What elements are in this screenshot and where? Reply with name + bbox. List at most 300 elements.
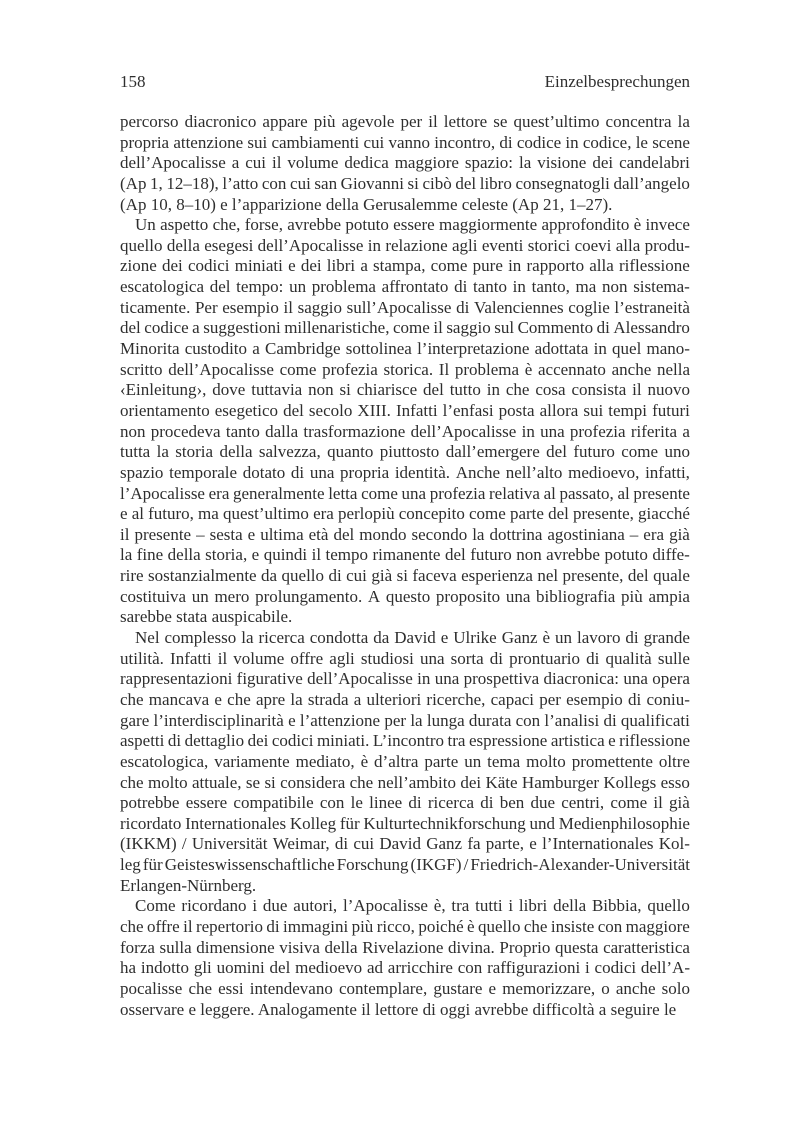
word: presente, <box>573 504 634 524</box>
word: saggio <box>297 297 342 317</box>
paragraph <box>120 896 690 1020</box>
word: Infatti <box>396 400 438 420</box>
word: storica. <box>383 359 434 379</box>
word: di <box>628 689 642 709</box>
word: futuro <box>470 545 512 565</box>
word: promettente <box>571 751 653 771</box>
word: ricordano <box>181 896 247 916</box>
text-line <box>120 587 690 608</box>
word: XIII. <box>357 400 391 420</box>
text-line <box>120 690 690 711</box>
word: miniati. <box>316 731 370 751</box>
word: Forschung <box>336 855 409 875</box>
word: è <box>360 751 369 771</box>
word: solo <box>661 978 690 998</box>
paragraph <box>120 215 690 628</box>
word: con <box>457 958 483 978</box>
word: strada <box>307 689 349 709</box>
word: forse, <box>244 215 283 235</box>
word: mano- <box>646 339 690 359</box>
word: piuttosto <box>379 442 440 462</box>
word: utilità. <box>120 648 164 668</box>
word: e <box>214 689 222 709</box>
word: Cambridge <box>265 339 341 359</box>
word: a <box>231 153 240 173</box>
word: e <box>247 524 256 544</box>
word: mediato, <box>295 751 355 771</box>
word: prontuario <box>509 648 580 668</box>
word: problema <box>311 277 376 297</box>
word: esperienza <box>461 566 533 586</box>
word: dottrina <box>489 524 543 544</box>
text-line <box>120 525 690 546</box>
word: sui <box>247 132 268 152</box>
word: temporale <box>169 462 238 482</box>
word: dimensione <box>196 937 275 957</box>
word: Valenciennes <box>473 297 564 317</box>
word: candelabri <box>619 153 690 173</box>
word: presente, <box>562 566 624 586</box>
word: agevole <box>341 112 395 131</box>
word: Ganz <box>426 834 463 854</box>
word: dove <box>212 380 246 400</box>
word: come <box>621 442 659 462</box>
text-line <box>120 958 690 979</box>
word: agli <box>329 648 355 668</box>
text-line <box>120 855 690 876</box>
word: Kollegs <box>603 772 657 792</box>
word: orientamento <box>120 400 210 420</box>
word: la <box>519 153 532 173</box>
text-line <box>120 133 690 154</box>
word: L’incontro <box>372 731 444 751</box>
running-head <box>120 71 690 92</box>
word: sistema- <box>633 277 690 297</box>
word: Kol- <box>658 834 690 854</box>
word: arricchire <box>387 958 453 978</box>
word: uno <box>664 442 690 462</box>
word: ben <box>499 793 525 813</box>
word: tutto <box>449 380 481 400</box>
word: maggiore <box>394 153 459 173</box>
word: dall’emergere <box>445 442 540 462</box>
word: Infatti <box>170 648 212 668</box>
word: più <box>313 112 336 131</box>
word: compatibile <box>233 793 314 813</box>
word: 1, <box>150 173 163 193</box>
word: pure <box>472 256 503 276</box>
word: rapporto <box>526 256 585 276</box>
word: ma <box>575 277 597 297</box>
word: mancava <box>148 689 210 709</box>
word: salvezza, <box>258 442 321 462</box>
text-line <box>120 566 690 587</box>
word: intendevano <box>249 978 333 998</box>
word: il <box>271 153 282 173</box>
word: potuto <box>345 215 389 235</box>
word: dell’Apocalisse <box>168 359 274 379</box>
word: Anche <box>455 462 501 482</box>
word: sulle <box>657 648 690 668</box>
text-line: osservare e leggere. Analogamente il lettore di oggi avrebbe difficoltà a seguire le <box>120 999 677 1019</box>
word: poiché <box>418 916 464 936</box>
word: quello <box>477 916 521 936</box>
word: avrebbe <box>287 215 342 235</box>
word: ricco, <box>376 916 415 936</box>
word: l’attenzione <box>299 710 381 730</box>
paragraph <box>120 628 690 896</box>
word: con <box>261 173 287 193</box>
word: della <box>324 937 358 957</box>
word: per <box>400 112 423 131</box>
word: proposito <box>435 586 501 606</box>
word: identità. <box>394 462 451 482</box>
word: percorso <box>120 112 179 131</box>
word: agostiniana <box>547 524 625 544</box>
word: in <box>521 421 535 441</box>
word: / <box>463 855 469 875</box>
word: perlopiù <box>337 504 395 524</box>
word: del <box>548 504 569 524</box>
word: Internationales <box>185 813 287 833</box>
word: i <box>252 896 258 916</box>
word: del <box>283 400 304 420</box>
word: del <box>209 277 231 297</box>
word: incontro, <box>434 132 496 152</box>
word: dotato <box>242 462 286 482</box>
word: in <box>367 235 381 255</box>
word: saggio <box>446 318 491 338</box>
paragraph <box>120 112 690 215</box>
word: ricerche, <box>426 689 486 709</box>
word: il <box>120 524 130 544</box>
word: codice <box>144 318 189 338</box>
word: problema <box>454 359 520 379</box>
text-line: (Ap 10, 8–10) e l’apparizione della Gerusalemme celeste (Ap 21, 1–27). <box>120 194 613 214</box>
word: ricerca <box>427 793 475 813</box>
text-line <box>120 896 690 917</box>
word: del <box>269 958 291 978</box>
word: molto <box>526 751 566 771</box>
word: di <box>480 793 494 813</box>
word: quello <box>281 566 325 586</box>
word: che <box>349 772 374 792</box>
word: relativa <box>489 483 540 503</box>
word: esso <box>660 772 690 792</box>
word: ampia <box>648 586 690 606</box>
word: già <box>669 524 690 544</box>
text-line <box>120 360 690 381</box>
word: quest’ultimo <box>513 112 600 131</box>
word: accennato <box>537 359 606 379</box>
word: un <box>555 628 573 648</box>
word: la <box>410 710 423 730</box>
word: ha <box>120 958 137 978</box>
word: diffe- <box>652 545 690 565</box>
word: qualità <box>605 648 652 668</box>
word: produ- <box>644 235 690 255</box>
word: prospettiva <box>463 669 540 689</box>
word: spazio: <box>464 153 514 173</box>
word: il <box>428 112 438 131</box>
word: che <box>120 772 144 792</box>
word: linee <box>369 793 403 813</box>
word: visiva <box>279 937 320 957</box>
word: in <box>565 132 579 152</box>
text-line <box>120 401 690 422</box>
word: storici <box>527 235 571 255</box>
running-title: Einzelbesprechungen <box>544 72 690 91</box>
text-line <box>120 236 690 257</box>
word: consegnatogli <box>515 173 610 193</box>
word: tanto <box>472 277 507 297</box>
word: profezia <box>429 483 486 503</box>
word: quello <box>120 235 163 255</box>
word: vanno <box>388 132 431 152</box>
word: già <box>669 793 690 813</box>
word: i <box>585 958 590 978</box>
word: coevi <box>574 235 612 255</box>
word: non <box>120 421 146 441</box>
word: invece <box>645 215 690 235</box>
word: rire <box>120 566 144 586</box>
word: maggiormente <box>439 215 538 235</box>
word: lavoro <box>577 628 621 648</box>
word: posta <box>498 400 535 420</box>
word: parte <box>509 504 544 524</box>
word: per <box>539 689 561 709</box>
word: divina. <box>448 937 495 957</box>
word: für <box>339 813 360 833</box>
word: autori, <box>293 896 338 916</box>
word: maggiore <box>625 916 690 936</box>
word: David <box>379 834 421 854</box>
word: l’Apocalisse <box>343 896 428 916</box>
word: tempo: <box>236 277 284 297</box>
word: a <box>682 421 690 441</box>
word: a <box>192 318 200 338</box>
word: artistica <box>550 731 605 751</box>
word: della <box>166 235 200 255</box>
word: come <box>279 359 317 379</box>
word: è, <box>433 896 446 916</box>
word: nella <box>656 359 690 379</box>
word: allora <box>539 400 579 420</box>
word: con <box>597 916 623 936</box>
word: codici <box>594 958 637 978</box>
word: profezia <box>569 421 626 441</box>
word: diacronica: <box>543 669 619 689</box>
word: della <box>167 545 201 565</box>
word: (IKGF) <box>410 855 462 875</box>
word: aspetto <box>160 215 209 235</box>
word: fine <box>136 545 164 565</box>
word: relazione <box>385 235 448 255</box>
word: e <box>608 731 616 751</box>
word: adottata <box>534 339 589 359</box>
word: considera <box>280 772 346 792</box>
word: in <box>486 380 500 400</box>
word: due <box>262 896 288 916</box>
text-line <box>120 649 690 670</box>
word: del <box>455 173 477 193</box>
word: cui <box>353 834 375 854</box>
word: Commento <box>517 318 594 338</box>
word: è <box>542 628 551 648</box>
word: di <box>167 731 182 751</box>
word: tutti <box>475 896 503 916</box>
word: raffigurazioni <box>487 958 581 978</box>
word: (Ap <box>120 173 147 193</box>
word: a <box>360 256 368 276</box>
word: tra <box>447 731 466 751</box>
word: Ulrike <box>453 628 497 648</box>
word: durata <box>468 710 512 730</box>
word: attenzione <box>173 132 244 152</box>
word: Käte <box>485 772 518 792</box>
word: di <box>586 648 600 668</box>
word: escatologica <box>120 277 205 297</box>
word: come <box>469 504 506 524</box>
word: dei <box>162 256 183 276</box>
word: in <box>512 277 526 297</box>
word: sorta <box>450 648 484 668</box>
word: quest’ultimo <box>222 504 309 524</box>
word: generalmente <box>233 483 325 503</box>
text-line <box>120 752 690 773</box>
word: faceva <box>412 566 457 586</box>
word: affrontato <box>381 277 449 297</box>
page-number: 158 <box>120 72 146 91</box>
word: e <box>288 710 296 730</box>
text-line <box>120 917 690 938</box>
word: e <box>288 256 296 276</box>
text-line <box>120 484 690 505</box>
word: di <box>603 710 617 730</box>
word: essere <box>185 793 228 813</box>
word: una <box>401 483 427 503</box>
word: la <box>677 112 690 131</box>
word: il <box>283 297 293 317</box>
word: un <box>289 277 307 297</box>
word: gli <box>193 958 212 978</box>
word: uomini <box>216 958 265 978</box>
word: libri <box>326 256 356 276</box>
word: Il <box>438 359 450 379</box>
word: la <box>156 442 169 462</box>
word: del <box>423 380 444 400</box>
word: che <box>120 689 144 709</box>
word: ad <box>366 958 383 978</box>
word: consista <box>571 380 627 400</box>
word: i <box>508 896 514 916</box>
word: sull’Apocalisse <box>346 297 452 317</box>
word: parte <box>424 751 459 771</box>
text-line <box>120 442 690 463</box>
word: attuale, <box>191 772 242 792</box>
text-line <box>120 318 690 339</box>
word: trasformazione <box>303 421 406 441</box>
word: A <box>367 586 381 606</box>
word: una <box>505 586 531 606</box>
word: contemplare, <box>338 978 428 998</box>
word: cosa <box>535 380 566 400</box>
word: di <box>489 648 504 668</box>
word: la <box>120 545 133 565</box>
word: sulla <box>159 937 192 957</box>
word: mondo <box>359 524 407 544</box>
word: essi <box>218 978 244 998</box>
word: scene <box>652 132 690 152</box>
word: non <box>516 545 542 565</box>
word: del <box>120 318 141 338</box>
word: dei <box>592 153 614 173</box>
word: immagini <box>283 916 349 936</box>
word: millenaristiche, <box>284 318 390 338</box>
word: nel <box>537 566 559 586</box>
word: und <box>529 813 555 833</box>
word: lunga <box>426 710 465 730</box>
text-line <box>120 669 690 690</box>
word: potrebbe <box>120 793 180 813</box>
word: medioevo, <box>568 462 640 482</box>
word: esegesi <box>204 235 254 255</box>
word: nell’alto <box>505 462 563 482</box>
word: dell’Apocalisse <box>307 669 413 689</box>
word: di <box>456 297 470 317</box>
word: futuri <box>652 400 690 420</box>
word: la <box>472 524 485 544</box>
text-line <box>120 380 690 401</box>
word: ricordato <box>120 813 182 833</box>
word: costituiva <box>120 586 187 606</box>
word: propria <box>340 462 390 482</box>
word: rappresentazioni <box>120 669 233 689</box>
word: fa <box>467 834 481 854</box>
word: Minorita <box>120 339 180 359</box>
word: espressione <box>468 731 548 751</box>
word: del <box>333 524 355 544</box>
word: custodito <box>184 339 248 359</box>
word: offre <box>290 648 324 668</box>
word: capaci <box>490 689 535 709</box>
word: gare <box>120 710 150 730</box>
word: tuttavia <box>251 380 303 400</box>
word: complesso <box>164 628 237 648</box>
word: secondo <box>411 524 468 544</box>
word: cui <box>363 132 385 152</box>
word: – <box>629 524 639 544</box>
word: se <box>493 112 508 131</box>
word: Kolleg <box>289 813 337 833</box>
word: libro <box>479 173 512 193</box>
word: da <box>373 628 390 648</box>
word: qualificati <box>620 710 690 730</box>
word: si <box>396 566 408 586</box>
word: una <box>623 669 648 689</box>
word: tanto <box>225 421 260 441</box>
word: e <box>251 545 260 565</box>
word: codici <box>187 256 230 276</box>
word: della <box>219 442 253 462</box>
word: si <box>407 173 419 193</box>
word: Medienphilosophie <box>558 813 690 833</box>
word: era <box>643 524 665 544</box>
word: cambiamenti <box>271 132 360 152</box>
word: apre <box>255 689 286 709</box>
word: ma <box>198 504 219 524</box>
word: agli <box>451 235 478 255</box>
